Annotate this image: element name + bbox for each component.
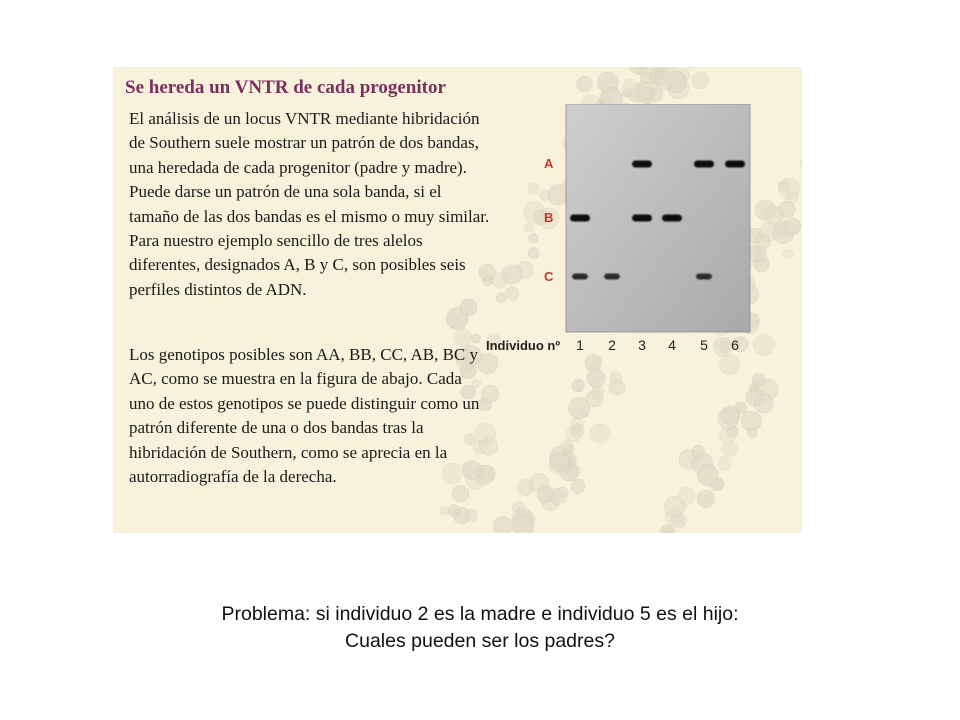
lane-number-5: 5 bbox=[700, 337, 708, 353]
paragraph-intro: El análisis de un locus VNTR mediante hibridación de Southern suele mostrar un patrón de dos bandas, una heredada de cada progenitor (padre y madre). Puede darse un patrón de una sola banda, si el tamaño de las dos bandas es el mismo o muy similar. Para nuestro ejemplo sencillo de tres alelos diferentes, designados A, B y C, son posibles seis perfiles distintos de ADN. bbox=[129, 109, 490, 299]
band-label-B: B bbox=[544, 210, 554, 225]
paragraph-genotypes: Los genotipos posibles son AA, BB, CC, AB, BC y AC, como se muestra en la figura de abajo. Cada uno de estos genotipos se puede distinguir como un patrón diferente de una o dos bandas tras la hibridación de Southern, como se aprecia en la autorradiografía de la derecha. bbox=[129, 345, 480, 487]
lane-number-6: 6 bbox=[731, 337, 739, 353]
band-lane-1-C bbox=[572, 274, 588, 280]
band-lane-1-B bbox=[570, 215, 590, 222]
band-label-C: C bbox=[544, 269, 554, 284]
band-lane-6-A bbox=[725, 161, 745, 168]
band-lane-2-C bbox=[604, 274, 620, 280]
axis-label-individuo: Individuo nº bbox=[486, 338, 561, 353]
problem-line-1: Problema: si individuo 2 es la madre e individuo 5 es el hijo: bbox=[221, 603, 739, 625]
band-lane-3-A bbox=[632, 161, 652, 168]
problem-statement bbox=[0, 601, 960, 655]
southern-blot-figure bbox=[483, 104, 783, 364]
lane-number-1: 1 bbox=[576, 337, 584, 353]
lane-number-3: 3 bbox=[638, 337, 646, 353]
band-lane-3-B bbox=[632, 215, 652, 222]
band-lane-4-B bbox=[662, 215, 682, 222]
lane-number-2: 2 bbox=[608, 337, 616, 353]
info-panel bbox=[113, 67, 802, 533]
gel-autoradiograph bbox=[566, 104, 750, 332]
band-label-A: A bbox=[544, 156, 554, 171]
band-lane-5-A bbox=[694, 161, 714, 168]
lane-number-4: 4 bbox=[668, 337, 676, 353]
band-lane-5-C bbox=[696, 274, 712, 280]
panel-title: Se hereda un VNTR de cada progenitor bbox=[125, 77, 446, 98]
problem-line-2: Cuales pueden ser los padres? bbox=[345, 630, 615, 652]
